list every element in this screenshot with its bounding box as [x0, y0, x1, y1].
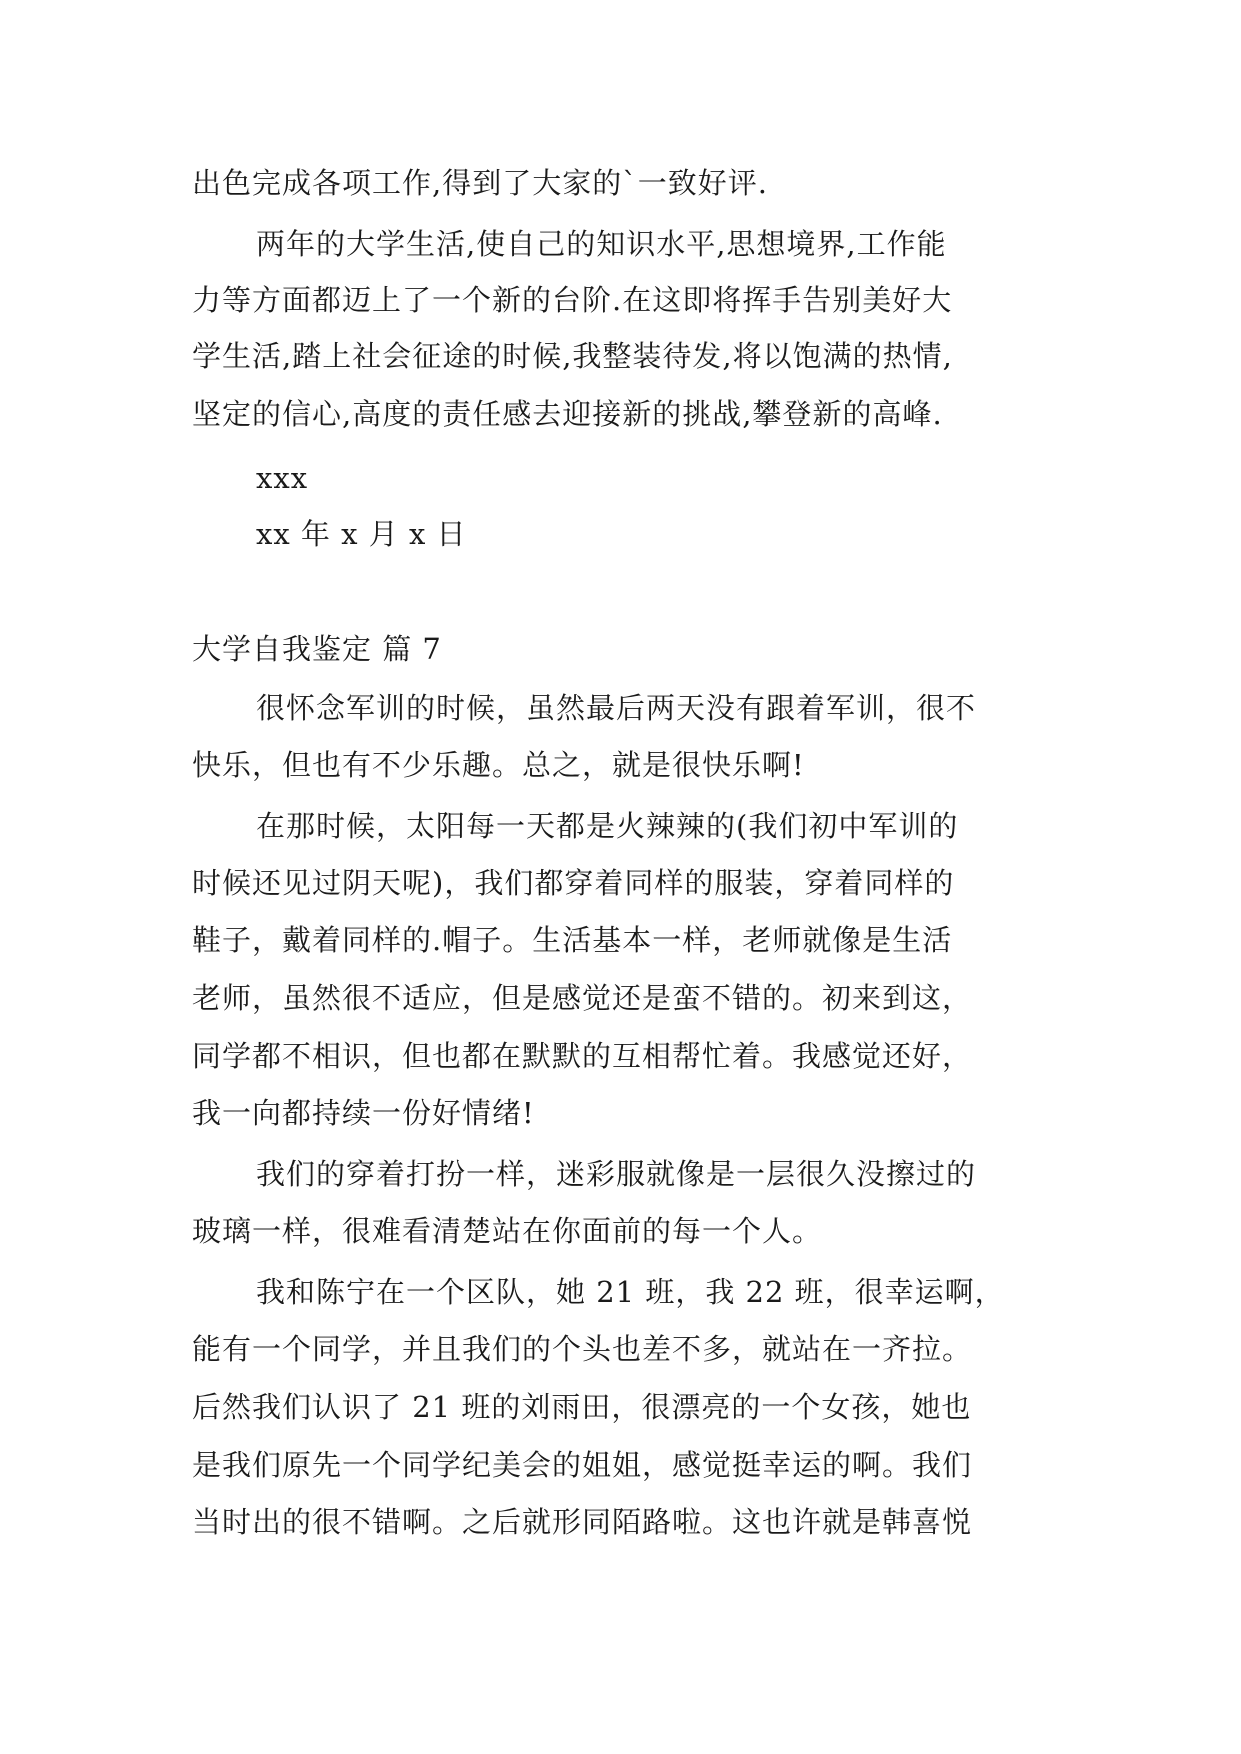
text-line: 是我们原先一个同学纪美会的姐姐，感觉挺幸运的啊。我们	[192, 1448, 973, 1482]
text-line: 快乐，但也有不少乐趣。总之，就是很快乐啊!	[192, 748, 805, 782]
text-line: 在那时候，太阳每一天都是火辣辣的(我们初中军训的	[256, 809, 959, 843]
text-line: 后然我们认识了 21 班的刘雨田，很漂亮的一个女孩，她也	[192, 1390, 972, 1424]
text-line: 很怀念军训的时候，虽然最后两天没有跟着军训，很不	[256, 691, 977, 725]
text-line: 坚定的信心,高度的责任感去迎接新的挑战,攀登新的高峰.	[192, 397, 943, 431]
signature-date: xx 年 x 月 x 日	[256, 517, 467, 551]
text-line: 时候还见过阴天呢)，我们都穿着同样的服装，穿着同样的	[192, 866, 955, 900]
signature-name: xxx	[256, 461, 309, 495]
text-line: 我们的穿着打扮一样，迷彩服就像是一层很久没擦过的	[256, 1157, 977, 1191]
text-line: 玻璃一样，很难看清楚站在你面前的每一个人。	[192, 1214, 823, 1248]
text-line: 两年的大学生活,使自己的知识水平,思想境界,工作能	[256, 227, 947, 261]
text-line: 同学都不相识，但也都在默默的互相帮忙着。我感觉还好，	[192, 1039, 973, 1073]
text-line: 我和陈宁在一个区队，她 21 班，我 22 班，很幸运啊，	[256, 1275, 1005, 1309]
text-line: 能有一个同学，并且我们的个头也差不多，就站在一齐拉。	[192, 1332, 973, 1366]
section-heading: 大学自我鉴定 篇 7	[192, 632, 442, 666]
text-line: 鞋子，戴着同样的.帽子。生活基本一样，老师就像是生活	[192, 923, 953, 957]
text-line: 当时出的很不错啊。之后就形同陌路啦。这也许就是韩喜悦	[192, 1505, 973, 1539]
text-line: 学生活,踏上社会征途的时候,我整装待发,将以饱满的热情,	[192, 339, 953, 373]
text-line: 力等方面都迈上了一个新的台阶.在这即将挥手告别美好大	[192, 283, 953, 317]
text-line: 出色完成各项工作,得到了大家的`一致好评.	[192, 166, 768, 200]
text-line: 老师，虽然很不适应，但是感觉还是蛮不错的。初来到这，	[192, 981, 973, 1015]
text-line: 我一向都持续一份好情绪!	[192, 1096, 535, 1130]
